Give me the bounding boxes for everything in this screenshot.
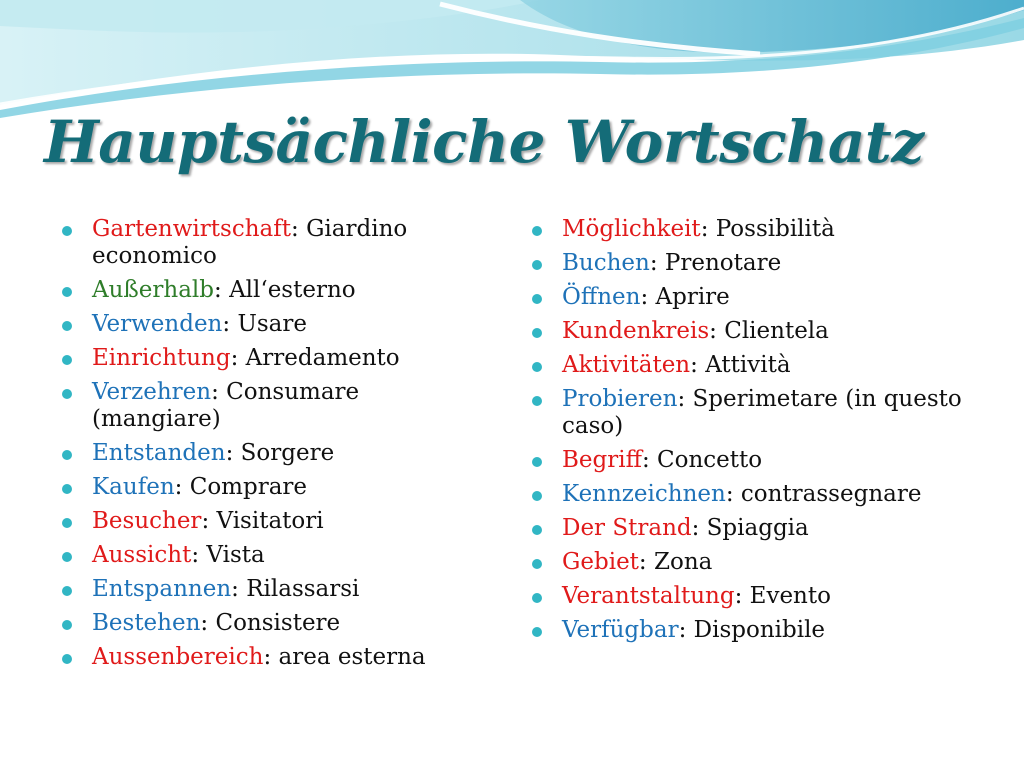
german-term: Kaufen (92, 474, 175, 500)
italian-translation: Attività (705, 352, 791, 378)
vocabulary-item (62, 216, 482, 270)
italian-translation: Evento (749, 583, 831, 609)
german-term: Gartenwirtschaft (92, 216, 291, 242)
separator: : (211, 379, 227, 405)
separator: : (690, 352, 706, 378)
vocabulary-item (532, 318, 992, 345)
separator: : (678, 617, 694, 643)
german-term: Verzehren (92, 379, 212, 405)
separator: : (691, 515, 707, 541)
italian-translation: Sorgere (240, 440, 335, 466)
left-vocabulary-list (62, 216, 482, 678)
vocabulary-item (532, 515, 992, 542)
german-term: Der Strand (562, 515, 692, 541)
vocabulary-item (62, 474, 482, 501)
italian-translation: Comprare (189, 474, 308, 500)
german-term: Einrichtung (92, 345, 231, 371)
vocabulary-item (532, 352, 992, 379)
separator: : (291, 216, 307, 242)
separator: : (214, 277, 230, 303)
vocabulary-item (532, 583, 992, 610)
vocabulary-item (62, 311, 482, 338)
bullet-icon (62, 484, 72, 494)
vocabulary-item (532, 284, 992, 311)
bullet-icon (532, 396, 542, 406)
separator: : (725, 481, 741, 507)
german-term: Buchen (562, 250, 650, 276)
italian-translation: Vista (206, 542, 265, 568)
bullet-icon (62, 654, 72, 664)
vocabulary-item (532, 386, 992, 440)
italian-translation: Rilassarsi (246, 576, 360, 602)
italian-translation: Prenotare (664, 250, 782, 276)
bullet-icon (62, 552, 72, 562)
right-vocabulary-list (532, 216, 992, 651)
separator: : (225, 440, 241, 466)
vocabulary-item (62, 610, 482, 637)
german-term: Öffnen (562, 284, 641, 310)
bullet-icon (532, 525, 542, 535)
bullet-icon (532, 457, 542, 467)
bullet-icon (62, 389, 72, 399)
vocabulary-item (62, 508, 482, 535)
separator: : (231, 576, 247, 602)
bullet-icon (532, 593, 542, 603)
vocabulary-item (62, 345, 482, 372)
italian-translation: Visitatori (216, 508, 324, 534)
separator: : (641, 447, 657, 473)
italian-translation: Aprire (655, 284, 730, 310)
german-term: Aktivitäten (562, 352, 691, 378)
german-term: Entstanden (92, 440, 226, 466)
bullet-icon (532, 294, 542, 304)
separator: : (677, 386, 693, 412)
separator: : (263, 644, 279, 670)
separator: : (638, 549, 654, 575)
german-term: Gebiet (562, 549, 639, 575)
italian-translation: Clientela (724, 318, 829, 344)
italian-translation: Consistere (215, 610, 341, 636)
german-term: Probieren (562, 386, 678, 412)
german-term: Aussicht (92, 542, 192, 568)
separator: : (230, 345, 246, 371)
vocabulary-item (62, 644, 482, 671)
german-term: Außerhalb (92, 277, 214, 303)
bullet-icon (62, 226, 72, 236)
italian-translation: Disponibile (693, 617, 826, 643)
italian-translation: All‘esterno (229, 277, 356, 303)
italian-translation: Zona (653, 549, 713, 575)
separator: : (222, 311, 238, 337)
bullet-icon (532, 226, 542, 236)
vocabulary-item (532, 617, 992, 644)
german-term: Aussenbereich (92, 644, 264, 670)
vocabulary-item (532, 216, 992, 243)
italian-translation: Arredamento (245, 345, 400, 371)
page-title: Hauptsächliche Wortschatz (44, 108, 924, 176)
separator: : (649, 250, 665, 276)
bullet-icon (532, 491, 542, 501)
german-term: Begriff (562, 447, 642, 473)
bullet-icon (62, 355, 72, 365)
bullet-icon (62, 518, 72, 528)
german-term: Besucher (92, 508, 202, 534)
bullet-icon (532, 328, 542, 338)
bullet-icon (532, 559, 542, 569)
vocabulary-item (532, 549, 992, 576)
italian-translation: Sperimetare (in questo caso) (562, 386, 962, 439)
german-term: Kundenkreis (562, 318, 710, 344)
german-term: Entspannen (92, 576, 232, 602)
bullet-icon (62, 586, 72, 596)
italian-translation: Usare (237, 311, 307, 337)
italian-translation: contrassegnare (740, 481, 922, 507)
separator: : (201, 508, 217, 534)
bullet-icon (62, 287, 72, 297)
italian-translation: Consumare (mangiare) (92, 379, 360, 432)
separator: : (709, 318, 725, 344)
separator: : (200, 610, 216, 636)
german-term: Verwenden (92, 311, 223, 337)
bullet-icon (62, 450, 72, 460)
bullet-icon (532, 260, 542, 270)
separator: : (174, 474, 190, 500)
italian-translation: Giardino economico (92, 216, 408, 269)
italian-translation: Concetto (657, 447, 763, 473)
german-term: Verfügbar (562, 617, 679, 643)
vocabulary-item (62, 440, 482, 467)
bullet-icon (532, 627, 542, 637)
separator: : (191, 542, 207, 568)
bullet-icon (62, 620, 72, 630)
german-term: Kennzeichnen (562, 481, 726, 507)
bullet-icon (62, 321, 72, 331)
separator: : (700, 216, 716, 242)
vocabulary-item (532, 481, 992, 508)
vocabulary-item (62, 542, 482, 569)
german-term: Möglichkeit (562, 216, 701, 242)
italian-translation: Possibilità (715, 216, 835, 242)
italian-translation: Spiaggia (706, 515, 809, 541)
vocabulary-item (62, 277, 482, 304)
vocabulary-item (62, 379, 482, 433)
italian-translation: area esterna (278, 644, 426, 670)
german-term: Bestehen (92, 610, 201, 636)
separator: : (640, 284, 656, 310)
vocabulary-item (62, 576, 482, 603)
german-term: Verantstaltung (562, 583, 735, 609)
bullet-icon (532, 362, 542, 372)
separator: : (734, 583, 750, 609)
vocabulary-item (532, 250, 992, 277)
vocabulary-item (532, 447, 992, 474)
